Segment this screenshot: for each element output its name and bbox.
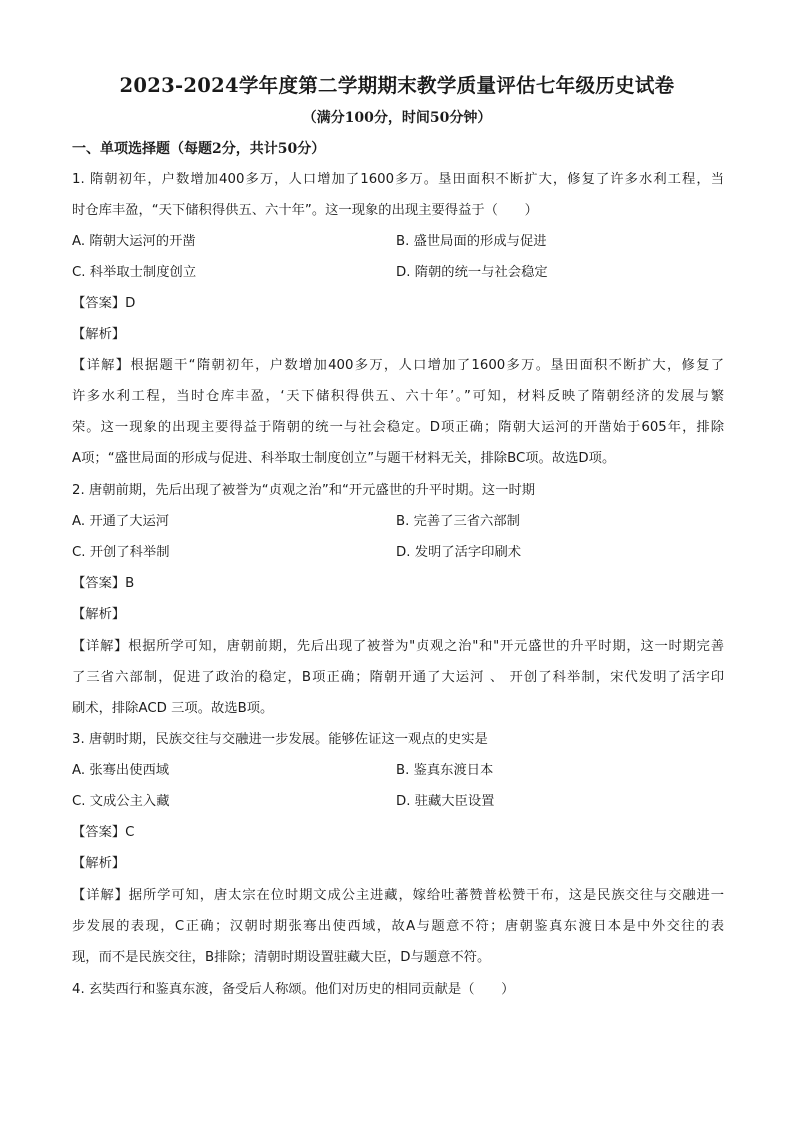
q2-analysis-label: 【解析】 <box>72 607 126 622</box>
q3-option-a: A. 张骞出使西域 <box>72 763 170 778</box>
q3-option-b: B. 鉴真东渡日本 <box>396 763 494 778</box>
q3-option-d: D. 驻藏大臣设置 <box>396 794 495 809</box>
q1-detail-line-2: 许多水利工程，当时仓库丰盈，‘天下储积得供五、六十年’。”可知，材料反映了隋朝经济的发展与繁 <box>72 389 724 404</box>
q1-option-a: A. 隋朝大运河的开凿 <box>72 234 196 249</box>
exam-subtitle: （满分100分，时间50分钟） <box>302 110 492 126</box>
q2-option-a: A. 开通了大运河 <box>72 514 170 529</box>
q2-detail-line-1: 【详解】根据所学可知，唐朝前期，先后出现了被誉为"贞观之治"和"开元盛世的升平时期，这一时期完善 <box>72 639 724 654</box>
q1-option-b: B. 盛世局面的形成与促进 <box>396 234 547 249</box>
q2-answer: 【答案】B <box>72 576 135 591</box>
q3-detail-line-3: 现，而不是民族交往，B排除；清朝时期设置驻藏大臣，D与题意不符。 <box>72 950 491 965</box>
q3-detail-line-2: 步发展的表现，C正确；汉朝时期张骞出使西域，故A与题意不符；唐朝鉴真东渡日本是中外交往的表 <box>72 919 724 934</box>
q1-answer: 【答案】D <box>72 296 136 311</box>
q3-answer: 【答案】C <box>72 825 135 840</box>
q3-stem-line-1: 3. 唐朝时期，民族交往与交融进一步发展。能够佐证这一观点的史实是 <box>72 732 488 747</box>
q2-detail-line-2: 了三省六部制，促进了政治的稳定，B项正确；隋朝开通了大运河 、 开创了科举制，宋代发明了活字印 <box>72 670 724 685</box>
q1-option-c: C. 科举取士制度创立 <box>72 265 197 280</box>
q3-option-c: C. 文成公主入藏 <box>72 794 170 809</box>
q1-analysis-label: 【解析】 <box>72 327 126 342</box>
q3-analysis-label: 【解析】 <box>72 856 126 871</box>
q2-option-b: B. 完善了三省六部制 <box>396 514 520 529</box>
q1-stem-line-2: 时仓库丰盈，“天下储积得供五、六十年”。这一现象的出现主要得益于（ ） <box>72 203 538 218</box>
q1-detail-line-3: 荣。这一现象的出现主要得益于隋朝的统一与社会稳定。D项正确；隋朝大运河的开凿始于605年，排除 <box>72 420 724 435</box>
exam-title: 2023-2024学年度第二学期期末教学质量评估七年级历史试卷 <box>119 74 675 97</box>
q1-detail-line-4: A项；“盛世局面的形成与促进、科举取士制度创立”与题干材料无关，排除BC项。故选D项。 <box>72 451 616 466</box>
q2-detail-line-3: 刷术，排除ACD 三项。故选B项。 <box>72 701 274 716</box>
q2-stem-line-1: 2. 唐朝前期，先后出现了被誉为“贞观之治”和“开元盛世的升平时期。这一时期 <box>72 483 536 498</box>
section-heading: 一、单项选择题（每题2分，共计50分） <box>72 141 326 157</box>
q3-detail-line-1: 【详解】据所学可知，唐太宗在位时期文成公主进藏，嫁给吐蕃赞普松赞干布，这是民族交往与交融进一 <box>72 888 724 903</box>
q2-option-d: D. 发明了活字印刷术 <box>396 545 522 560</box>
q1-detail-line-1: 【详解】根据题干“隋朝初年，户数增加400多万，人口增加了1600多万。垦田面积不断扩大，修复了 <box>72 358 724 373</box>
q4-stem-line-1: 4. 玄奘西行和鉴真东渡，备受后人称颂。他们对历史的相同贡献是（ ） <box>72 982 515 997</box>
q1-option-d: D. 隋朝的统一与社会稳定 <box>396 265 548 280</box>
q1-stem-line-1: 1. 隋朝初年，户数增加400多万，人口增加了1600多万。垦田面积不断扩大，修复了许多水利工程，当 <box>72 172 724 187</box>
q2-option-c: C. 开创了科举制 <box>72 545 170 560</box>
